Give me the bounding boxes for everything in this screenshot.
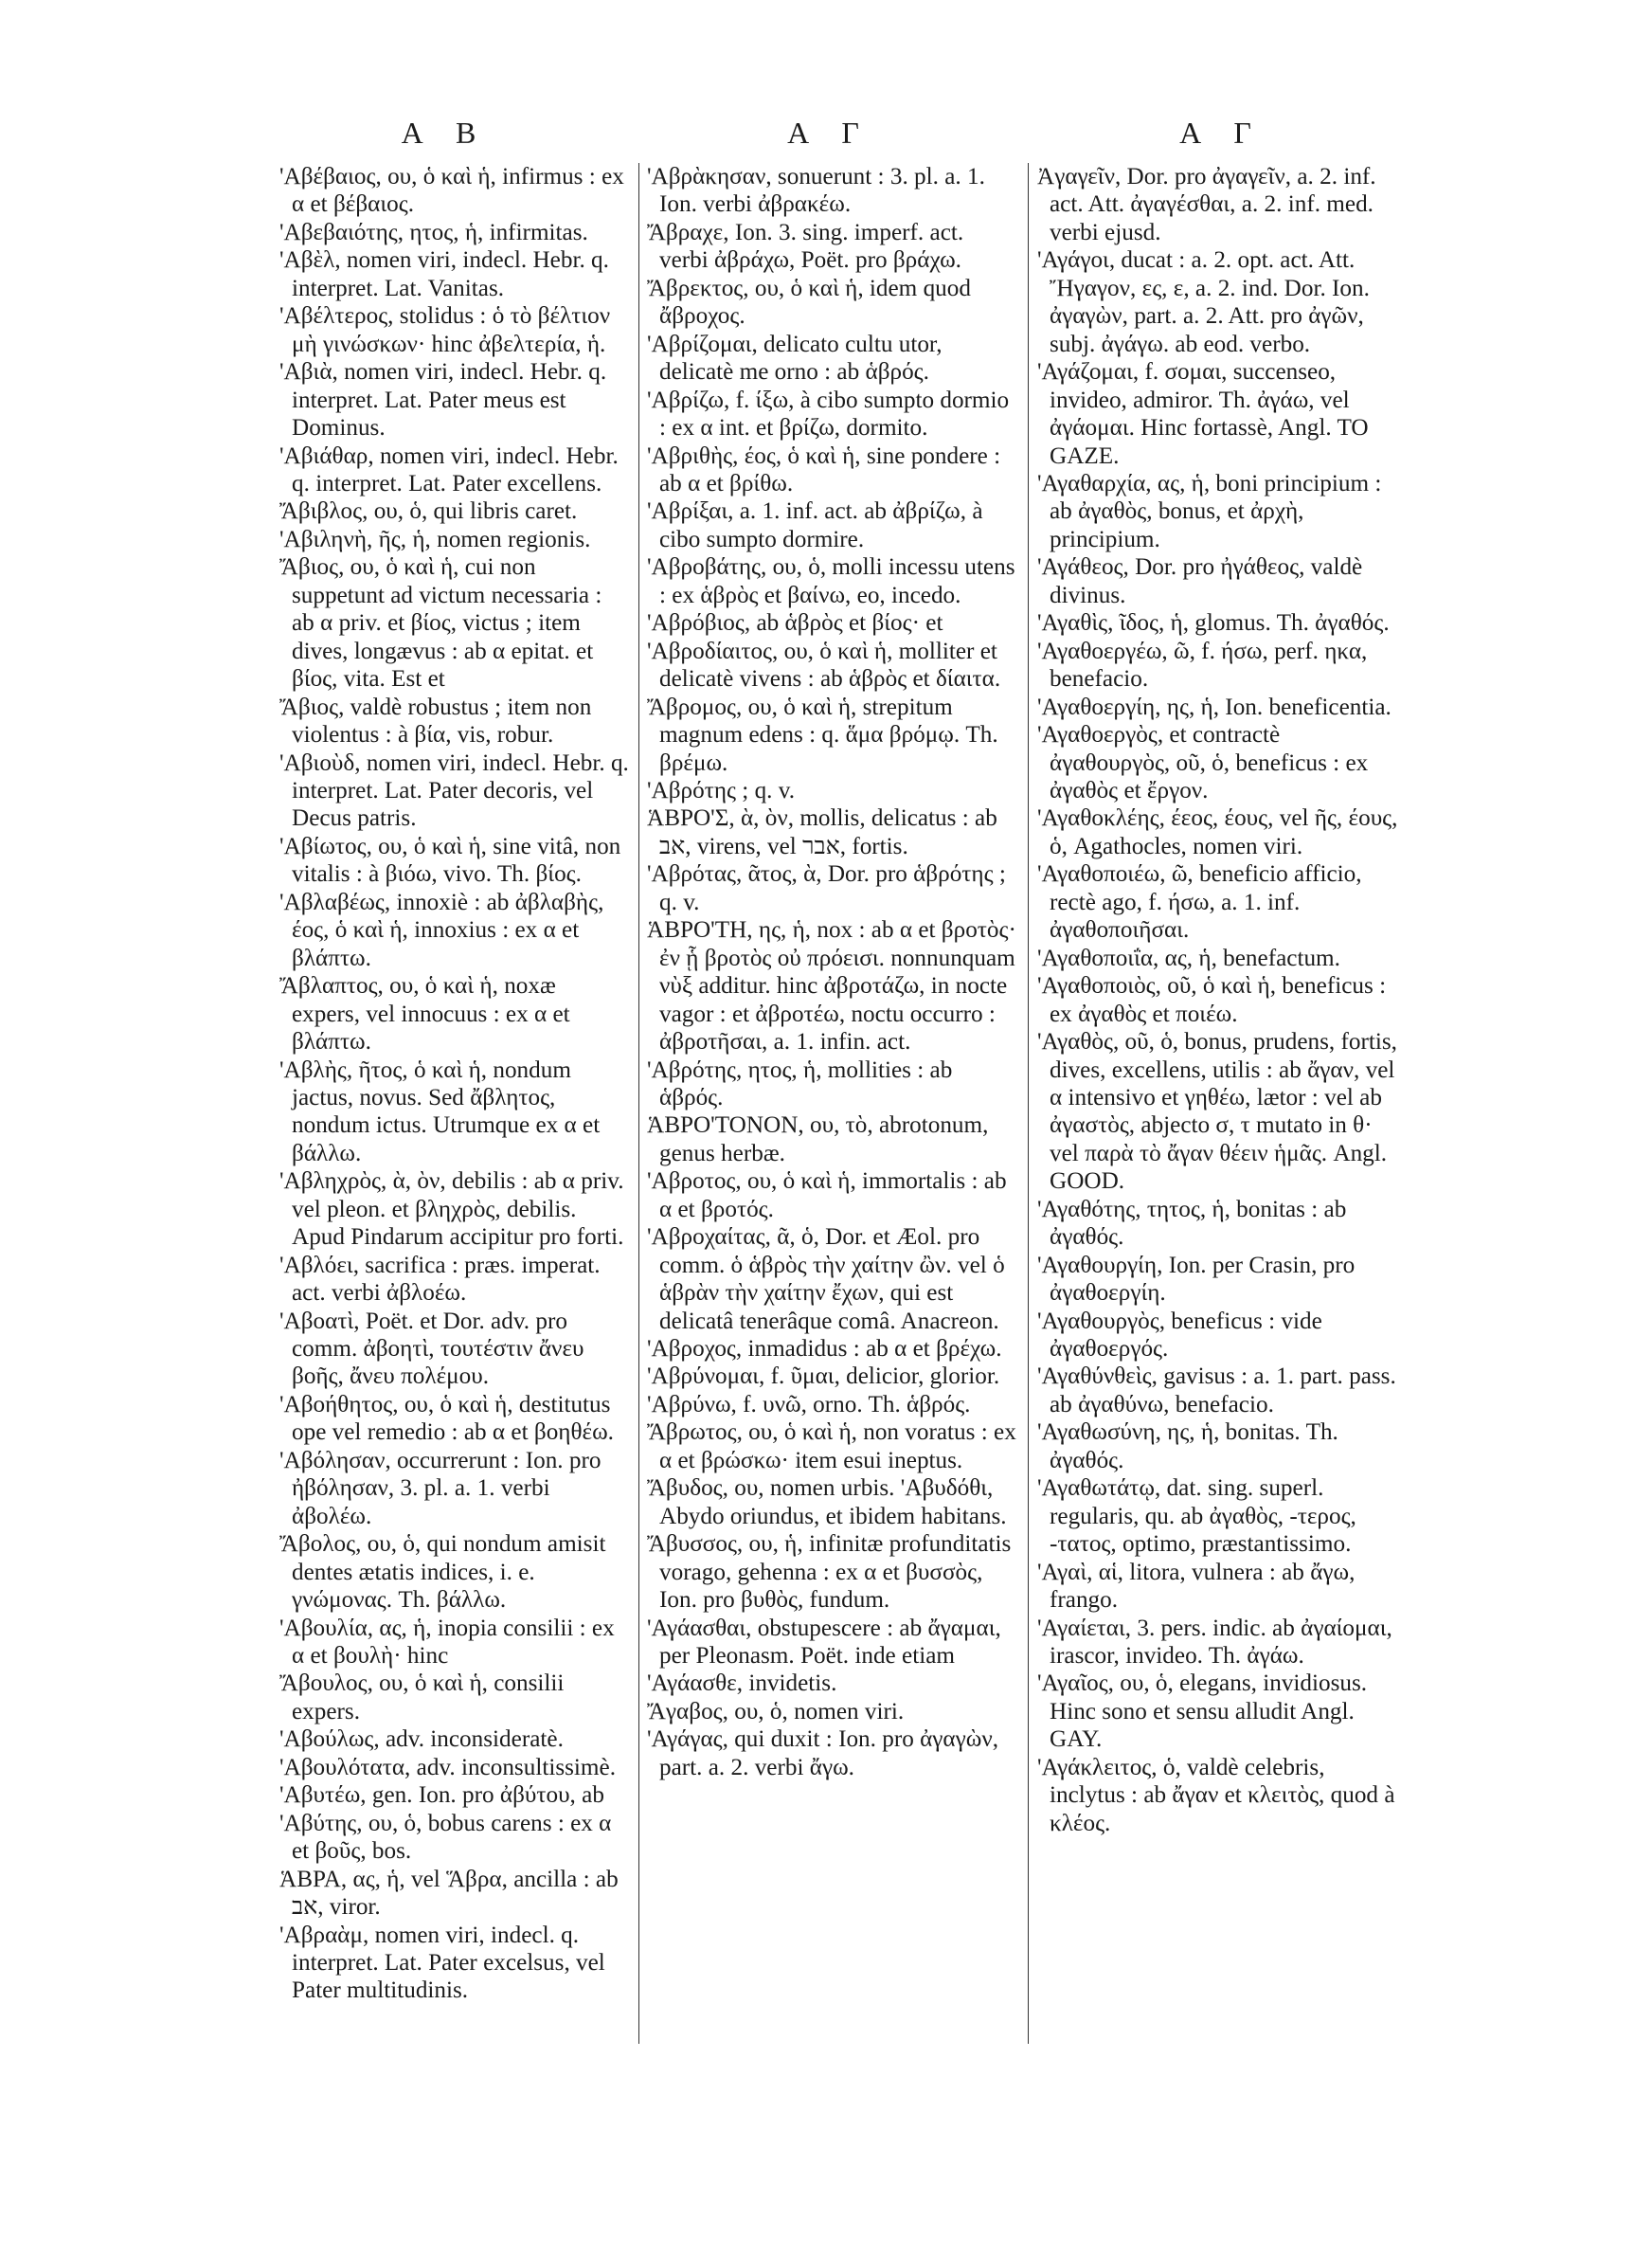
dictionary-entry: 'Αβουλότατα, adv. inconsultissimè. (279, 1754, 616, 1780)
column-rule-right (1028, 163, 1029, 2044)
dictionary-entry: 'Αβουλία, ας, ἡ, inopia consilii : ex α et βουλὴ· hinc (279, 1615, 615, 1670)
dictionary-entry: 'Αβροτος, ου, ὁ καὶ ἡ, immortalis : ab α et βροτός. (647, 1168, 1007, 1222)
dictionary-entry: Ἄβυδος, ου, nomen urbis. 'Αβυδόθι, Abydo oriundus, et ibidem habitans. (647, 1475, 1007, 1529)
dictionary-entry: 'Αγάασθαι, obstupescere : ab ἄγαμαι, per Pleonasm. Poët. inde etiam (647, 1615, 1001, 1670)
dictionary-entry: 'Αγάγας, qui duxit : Ion. pro ἀγαγὼν, part. a. 2. verbi ἄγω. (647, 1726, 999, 1780)
dictionary-entry: 'Αγαθότης, τητος, ἡ, bonitas : ab ἀγαθός. (1037, 1196, 1347, 1251)
dictionary-entry: 'Αβρότης, ητος, ἡ, mollities : ab ἁβρός. (647, 1056, 953, 1110)
dictionary-entry: Ἄβρωτος, ου, ὁ καὶ ἡ, non voratus : ex α et βρώσκω· item esui ineptus. (647, 1419, 1016, 1473)
dictionary-entry: 'Αβροβάτης, ου, ὁ, molli incessu utens : ex ἁβρὸς et βαίνω, eo, incedo. (647, 554, 1015, 608)
dictionary-column-1 (279, 163, 630, 2115)
dictionary-entry: 'Αγαῖος, ου, ὁ, elegans, invidiosus. Hinc sono et sensu alludit Angl. GAY. (1037, 1670, 1368, 1753)
dictionary-entry: 'Αγαθοεργέω, ῶ, f. ήσω, perf. ηκα, benefacio. (1037, 638, 1368, 693)
dictionary-entry: 'Αβοατὶ, Poët. et Dor. adv. pro comm. ἀβοητὶ, τουτέστιν ἄνευ βοῆς, ἄνευ πολέμου. (279, 1308, 584, 1390)
dictionary-entry: Ἄβρομος, ου, ὁ καὶ ἡ, strepitum magnum edens : q. ἅμα βρόμῳ. Th. βρέμω. (647, 694, 998, 776)
dictionary-entry: ἉΒΡΟ'ΤΟΝΟΝ, ου, τὸ, abrotonum, genus herbæ. (647, 1112, 989, 1166)
dictionary-entry: Ἄβουλος, ου, ὁ καὶ ἡ, consilii expers. (279, 1670, 565, 1724)
dictionary-entry: 'Αβιληνὴ, ῆς, ἡ, nomen regionis. (279, 526, 591, 552)
dictionary-entry: 'Αγαίεται, 3. pers. indic. ab ἀγαίομαι, irascor, invideo. Th. ἀγάω. (1037, 1615, 1392, 1670)
dictionary-entry: 'Αβρίξαι, a. 1. inf. act. ab ἀβρίζω, à cibo sumpto dormire. (647, 498, 983, 552)
dictionary-entry: 'Αβροδίαιτος, ου, ὁ καὶ ἡ, molliter et delicatè vivens : ab ἁβρὸς et δίαιτα. (647, 638, 1001, 693)
dictionary-entry: 'Αβέβαιος, ου, ὁ καὶ ἡ, infirmus : ex α et βέβαιος. (279, 164, 624, 218)
dictionary-entry: 'Αβόλησαν, occurrerunt : Ion. pro ἠβόλησαν, 3. pl. a. 1. verbi ἀβολέω. (279, 1447, 602, 1529)
dictionary-entry: Ἄβυσσος, ου, ἡ, infinitæ profunditatis vorago, gehenna : ex α et βυσσὸς, Ion. pro βυθὸς, fundum. (647, 1531, 1012, 1614)
header-right: Α Γ (1179, 116, 1265, 150)
dictionary-entry: 'Αγαθοεργὸς, et contractè ἀγαθουργὸς, οῦ, ὁ, beneficus : ex ἀγαθὸς et ἔργον. (1037, 722, 1369, 803)
dictionary-entry: 'Αβληχρὸς, ὰ, ὸν, debilis : ab α priv. vel pleon. et βληχρὸς, debilis. Apud Pindarum accipitur pro forti. (279, 1168, 624, 1251)
dictionary-entry: 'Αγαθωτάτῳ, dat. sing. superl. regularis, qu. ab ἀγαθὸς, -τερος, -τατος, optimo, præstantissimo. (1037, 1475, 1356, 1558)
dictionary-entry: 'Αβρόβιος, ab ἁβρὸς et βίος· et (647, 610, 943, 637)
dictionary-entry: 'Αγαθοεργίη, ης, ἡ, Ion. beneficentia. (1037, 694, 1392, 720)
dictionary-entry: 'Αβλαβέως, innoxiè : ab ἀβλαβὴς, έος, ὁ καὶ ἡ, innoxius : ex α et βλάπτω. (279, 889, 604, 971)
dictionary-entry: 'Αγαθοποιέω, ῶ, beneficio afficio, rectè ago, f. ήσω, a. 1. inf. ἀγαθοποιῆσαι. (1037, 861, 1362, 944)
dictionary-entry: 'Αγαθαρχία, ας, ἡ, boni principium : ab ἀγαθὸς, bonus, et ἀρχὴ, principium. (1037, 470, 1382, 552)
dictionary-entry: 'Αβρίζω, f. ίξω, à cibo sumpto dormio : ex α int. et βρίζω, dormito. (647, 387, 1010, 442)
dictionary-entry: 'Αβίωτος, ου, ὁ καὶ ἡ, sine vitâ, non vitalis : à βιόω, vivo. Th. βίος. (279, 833, 621, 888)
dictionary-entry: Ἄβιος, ου, ὁ καὶ ἡ, cui non suppetunt ad victum necessaria : ab α priv. et βίος, victus ; item dives, longævus : ab α epitat. et βίος, vita. Est et (279, 554, 602, 693)
dictionary-entry: 'Αβέλτερος, stolidus : ὁ τὸ βέλτιον μὴ γινώσκων· hinc ἀβελτερία, ἡ. (279, 303, 611, 357)
dictionary-entry: 'Αβιὰ, nomen viri, indecl. Hebr. q. interpret. Lat. Pater meus est Dominus. (279, 359, 607, 442)
dictionary-entry: 'Αβρίζομαι, delicato cultu utor, delicatè me orno : ab ἁβρός. (647, 331, 943, 386)
dictionary-entry: 'Αγαθὸς, οῦ, ὁ, bonus, prudens, fortis, dives, excellens, utilis : ab ἄγαν, vel α intensivo et γηθέω, lætor : vel ab ἀγαστὸς, abjecto σ, τ mutato in θ· vel παρὰ τὸ ἄγαν θέειν ἡμᾶς. Angl. GOOD. (1037, 1029, 1397, 1195)
dictionary-entry: 'Αγάασθε, invidetis. (647, 1670, 837, 1697)
dictionary-entry: 'Αβὲλ, nomen viri, indecl. Hebr. q. interpret. Lat. Vanitas. (279, 247, 609, 301)
dictionary-entry: Ἄγαβος, ου, ὁ, nomen viri. (647, 1698, 905, 1724)
dictionary-column-2 (647, 163, 1018, 2115)
dictionary-entry: 'Αγαθουργὸς, beneficus : vide ἀγαθοεργός. (1037, 1308, 1322, 1363)
dictionary-entry: 'Αγάζομαι, f. σομαι, succenseo, invideo, admiror. Th. ἀγάω, vel ἀγάομαι. Hinc fortassè, Angl. TO GAZE. (1037, 359, 1369, 469)
dictionary-entry: 'Αβύτης, ου, ὁ, bobus carens : ex α et βοῦς, bos. (279, 1810, 612, 1865)
running-header (0, 116, 1652, 163)
dictionary-entry: 'Αγαθοποιΐα, ας, ἡ, benefactum. (1037, 945, 1340, 971)
dictionary-entry: 'Αβροχαίτας, ᾶ, ὁ, Dor. et Æol. pro comm. ὁ ἁβρὸς τὴν χαίτην ὢν. vel ὁ ἁβρὰν τὴν χαίτην ἔχων, qui est delicatâ tenerâque comâ. Anacreon. (647, 1224, 1005, 1334)
dictionary-entry: 'Αγάκλειτος, ὁ, valdè celebris, inclytus : ab ἄγαν et κλειτὸς, quod à κλέος. (1037, 1754, 1395, 1836)
dictionary-entry: 'Αβραὰμ, nomen viri, indecl. q. interpret. Lat. Pater excelsus, vel Pater multitudinis. (279, 1922, 605, 2004)
dictionary-entry: 'Αβρότας, ᾶτος, ὰ, Dor. pro ἁβρότης ; q. v. (647, 861, 1006, 915)
header-middle: Α Γ (787, 116, 872, 150)
dictionary-entry: 'Αγαθοκλέης, έεος, έους, vel ῆς, έους, ὁ, Agathocles, nomen viri. (1037, 805, 1398, 859)
dictionary-entry: Ἄβρεκτος, ου, ὁ καὶ ἡ, idem quod ἄβροχος. (647, 275, 971, 330)
dictionary-entry: 'Αβρὰκησαν, sonuerunt : 3. pl. a. 1. Ion. verbi ἀβρακέω. (647, 164, 985, 218)
dictionary-entry: ἉΒΡΟ'ΤΗ, ης, ἡ, nox : ab α et βροτὸς· ἐν ᾗ βροτὸς οὐ πρόεισι. nonnunquam νὺξ additur. hinc ἀβροτάζω, in nocte vagor : et ἀβροτέω, noctu occurro : ἀβροτῆσαι, a. 1. infin. act. (647, 917, 1016, 1056)
dictionary-entry: ἉΒΡΑ, ας, ἡ, vel Ἅβρα, ancilla : ab אב, viror. (279, 1866, 619, 1921)
dictionary-entry: 'Αβρότης ; q. v. (647, 777, 796, 803)
dictionary-entry: 'Αβριθὴς, έος, ὁ καὶ ἡ, sine pondere : ab α et βρίθω. (647, 442, 1001, 497)
dictionary-entry: Ἄβιβλος, ου, ὁ, qui libris caret. (279, 498, 578, 525)
dictionary-entry: 'Αβιάθαρ, nomen viri, indecl. Hebr. q. interpret. Lat. Pater excellens. (279, 442, 619, 497)
dictionary-entry: 'Αβεβαιότης, ητος, ἡ, infirmitas. (279, 219, 588, 245)
dictionary-entry: 'Αγαθύνθεὶς, gavisus : a. 1. part. pass. ab ἀγαθύνω, benefacio. (1037, 1363, 1396, 1417)
dictionary-entry: 'Αβούλως, adv. inconsideratè. (279, 1726, 564, 1753)
dictionary-entry: ἉΒΡΟ'Σ, ὰ, ὸν, mollis, delicatus : ab אב, virens, vel אבר, fortis. (647, 805, 997, 859)
dictionary-entry: 'Αγαὶ, αἱ, litora, vulnera : ab ἄγω, frango. (1037, 1559, 1356, 1614)
dictionary-entry: 'Αγάθεος, Dor. pro ἠγάθεος, valdè divinus. (1037, 554, 1363, 608)
dictionary-entry: Ἄβιος, valdè robustus ; item non violentus : à βία, vis, robur. (279, 694, 592, 749)
dictionary-entry: 'Αβοήθητος, ου, ὁ καὶ ἡ, destitutus ope vel remedio : ab α et βοηθέω. (279, 1391, 614, 1446)
dictionary-entry: 'Αγαθουργίη, Ion. per Crasin, pro ἀγαθοεργίη. (1037, 1252, 1356, 1307)
dictionary-column-3 (1037, 163, 1405, 2115)
dictionary-entry: Ἄβραχε, Ion. 3. sing. imperf. act. verbi ἀβράχω, Poët. pro βράχω. (647, 219, 964, 274)
dictionary-entry: 'Αβρύνομαι, f. ῦμαι, delicior, glorior. (647, 1363, 1000, 1390)
dictionary-entry: 'Αβιοὺδ, nomen viri, indecl. Hebr. q. interpret. Lat. Pater decoris, vel Decus patris. (279, 749, 629, 832)
dictionary-entry: Ἄβλαπτος, ου, ὁ καὶ ἡ, noxæ expers, vel innocuus : ex α et βλάπτω. (279, 973, 570, 1056)
dictionary-entry: 'Αβρύνω, f. υνῶ, orno. Th. ἁβρός. (647, 1391, 971, 1417)
header-left: Α Β (401, 116, 490, 150)
dictionary-entry: 'Αβλόει, sacrifica : præs. imperat. act. verbi ἀβλοέω. (279, 1252, 601, 1307)
dictionary-entry: 'Αβυτέω, gen. Ion. pro ἀβύτου, ab (279, 1782, 604, 1809)
dictionary-entry: 'Αγαθὶς, ῖδος, ἡ, glomus. Th. ἀγαθός. (1037, 610, 1390, 637)
dictionary-entry: 'Αγαθοποιὸς, οῦ, ὁ καὶ ἡ, beneficus : ex ἀγαθὸς et ποιέω. (1037, 973, 1387, 1027)
column-rule-left (638, 163, 639, 2044)
dictionary-entry: 'Αγάγοι, ducat : a. 2. opt. act. Att. Ἤγαγον, ες, ε, a. 2. ind. Dor. Ion. ἀγαγὼν, part. a. 2. Att. pro ἀγῶν, subj. ἀγάγω. ab eod. verbo. (1037, 247, 1370, 357)
dictionary-entry: Ἀγαγεῖν, Dor. pro ἀγαγεῖν, a. 2. inf. act. Att. ἀγαγέσθαι, a. 2. inf. med. verbi ejusd. (1037, 164, 1376, 245)
dictionary-entry: 'Αβροχος, inmadidus : ab α et βρέχω. (647, 1336, 1002, 1363)
dictionary-entry: 'Αγαθωσύνη, ης, ἡ, bonitas. Th. ἀγαθός. (1037, 1419, 1338, 1473)
dictionary-entry: Ἄβολος, ου, ὁ, qui nondum amisit dentes ætatis indices, i. e. γνώμονας. Th. βάλλω. (279, 1531, 606, 1614)
dictionary-entry: 'Αβλὴς, ῆτος, ὁ καὶ ἡ, nondum jactus, novus. Sed ἄβλητος, nondum ictus. Utrumque ex α et βάλλω. (279, 1056, 601, 1166)
